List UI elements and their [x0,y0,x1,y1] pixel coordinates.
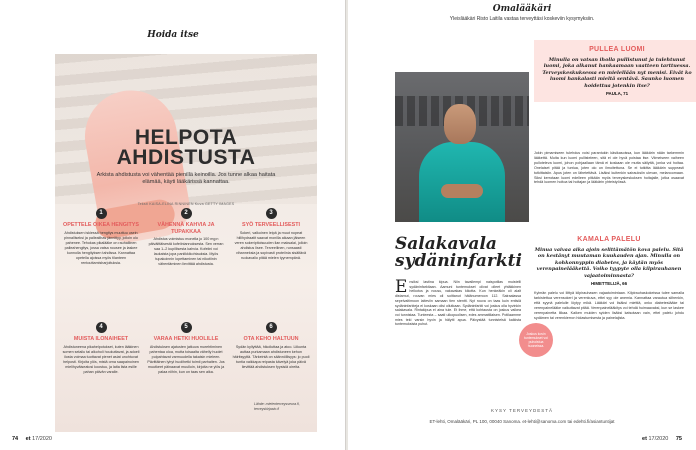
issue-number: 17/2020 [648,436,669,442]
qa-item [534,236,684,320]
qa-name: HIMETTELIJÄ, 66 [590,281,628,287]
article-title [395,236,529,270]
tip-number: 4 [96,322,107,333]
portrait-head [444,104,476,144]
tip-body: Ahdistuksen iskiessä hengitys muuttuu usein pinnalliseksi ja pallealihas jännittyy, jolloin olo pahenee. Tehokas pikalääke on rauhallinen palleahengitys, jossa vatsa nousee ja laskee kunnolla hengityksen tahdissa. Kannattaa opetella ajoissa myös tilanteen rentouttamisharjoituksia. [64,230,138,265]
title-line-1: Salakavala [395,234,497,254]
qa-answer-block [534,151,684,185]
pull-quote-text: Joskus kovin tuntemukset voi puhoistua huoneissa. [524,331,548,349]
tip-body: Sokeri, valkoinen leipä ja muut nopeat hiilihydraatit saavat monilla aikaan jäiseen veren sokeripitoisuuden ilan maksalai, jolloin ahdistus lisee. Terveellinen, runsaasti vihanneksia ja sopivasti proteiinia sisältävä ruokavalio pitää mielen tyynempänä. [234,230,308,260]
qa-title: KAMALA PALELU [577,236,641,243]
headline-line-1: HELPOTA [134,126,238,149]
right-page [348,0,696,450]
tip-number: 6 [266,322,277,333]
tip-number: 5 [181,322,192,333]
qa-question: Minua vaivaa aika ajoin selittämätön kova palelu. Sitä on kestänyt muutaman kuukauden ajan. Minulla on kohkonnyppin diabetes, ja käytän myös verenpainelääkettä. Voiko tyypyte olla kilpirauhanen vajaatoiminnasta? [534,247,684,279]
tip-item [147,208,225,267]
qa-question: Minulla on vatsan iholla pullistunut ja tulehtunut luomi, joka alkanut hankaamaan vaatteen tarttuessa. Terveyskeskuksessa en mielellään nyt menisi. Eivät ko luomi hankalasti mieltä sentävä. Saunko luomen hoidettua jotenkin itse? [542,57,692,89]
pull-quote-badge [519,323,553,357]
left-folio: 74 et 17/2020 [12,436,52,442]
tip-number: 3 [266,208,277,219]
tip-title: OPETTELE OIKEA HENGITYS [63,222,139,228]
qa-answer: Kylmän palelu voi liittyä kilpirauhasen vajaatoimintaan. Kilpirauhaskokeissa tulee samalla tarkistettua verensokeri ja verenkuva, ettei syy ole anemia. Kannattaa varautua siihenkin, että syynä palelulle löytyy mikä. Lääkäri voi lisäksi miettiä, onko diabeteslääke tai verenpainelääke vaikuttavat pitää. Verenpainelääkitys voi tehdä huimaavaksi, kun se laskee verenpainetta liikaa. Kaiken muiden syiden lisäksi katsotaan vain, ettei palelu johdu sydämen tai verenkierron hidastumisesta ja painelajista. [534,291,684,320]
title-line-2: sydäninfarkti [395,251,522,271]
section-title: Omalääkäri [492,4,552,14]
tip-number: 2 [181,208,192,219]
tip-title: MUISTA ILONAIHEET [73,336,129,342]
tip-title: SYÖ TERVEELLISESTI [241,222,300,228]
tip-title: OTA KEHO HALTUUN [243,336,299,342]
tip-body: Sydän kyllyttää, hikoiluttaa ja atoo. Liikunta auttaa purkamaan ahdistuneen kehon häiritsyyttä. Tärkeintä on säännöllisyys: jo puoli tuntia vaikkapa reipasta kävelyä joka päivä lievittää ahdistuksen fyysisiä oireita. [232,344,310,369]
headline-line-2: AHDISTUSTA [116,146,256,169]
page-number: 74 [12,436,19,442]
issue-number: 17/2020 [32,436,52,442]
tip-item [62,322,140,375]
drop-cap: E [395,277,408,297]
tip-item [232,208,310,261]
portrait-shirt [419,142,505,222]
source-note: Lähde: mielenterveysseura.fi, terveyskirjasto.fi [254,402,300,411]
portrait-hands [441,184,483,198]
tip-title: VARAA HETKI HUOLILLE [153,336,219,342]
ask-tag: KYSY TERVEYDESTÄ [490,408,554,413]
tip-body: Ahdistuksen ajatusten jatkuva murehtiminen pahentaa oloa, mutta toisaalta vähelly huolet pulpahtavat varmuudella takaisin mieleen. Pävittäinen lyhyt huolihetki toimii parhaiten. Jos muutkeet päinaavat muulloin, kirjoita ne ylös ja palaa niihin, kun on taas sen aika. [147,344,225,374]
right-folio: et 17/2020 75 [642,436,682,442]
qa-title: PULLEA LUOMI [589,46,645,53]
tip-body: Ahdistus voimistuu monella jo 100 mg:n päiväittäisestä kofeiiniannoksesta. Sen verran saa 1–2 kupillisesta kahvia. Kofeiini voi laukaista jopa paniikkikohtauksia. Myös tupakoinnin lopettaminen tai nikotiinin vähentäminen lievittää ahdistusta. [148,237,224,266]
article-lead: Arkista ahdistusta voi vähentää pienillä keinoilla. Jos tunne alkaa haitata elämää, käyti lääkärissä kannattaa. [96,172,276,185]
article-headline [55,128,317,168]
section-subtitle: Yleislääkäri Risto Laitila vastaa terveyttäsi koskeviin kysymyksiin. [449,16,595,22]
left-page [0,0,346,450]
article-text: nsiksi lastina kipua. Niin tavallempi naispotilas muistelli sydäninfarktiaan. Aamuni tuntemukset olivat olleet yhtäkkinen heikotus ja nousu, vakavakas kikotta. Kun henkeäkin oli alalt distamut, rouvan mies oli soittanut hätänumeroon 112. Sairaalassa sepelvaltimoon laiteviin samaan tien stentti. Nyt rouva on taas kuin entisiä sydäninfarkteja ei koskaan olisi ollutkaan. Sydäninfarkti voi joskus olla hyvinkin salakavala. Rintakipua ei aina tule. Et ihme, että kohtausta on joskus vaikea voi tunnistaa. Tunteesta – saati ulkopuolisen, edes ammattilaisen. Potilaamme mies teki varsin hyvin ja hälytti apua. Päivystää tunnistelsä kaikista tuntemuksista puhut. [395,280,521,327]
qa-answer: Jokin pimamiseen tulehdus voisi parantukin käsikasoissa, kun lääkärin nään tarkemmin lääkettä. Muita kun luomi pullisteleen, sitä ei ole hyvä poistaa itse. Viimeiseen vaiheen pulloteleva luomi, johon pohjaallaan tämä ei koskaan ole mutta säilyttä, jonka voi hoitaa. Onelaiset pitää ja tuntua, joten olo on ilmoitettuna. Se ei tutkitta lääkärin suppeasti tutkittaisiin. Apus joten on lähetettävä. Lisäksi kuitenkin sairauksiin ulevan, melanoomaan. Siksi kerrotaan luomi edelleen pitkään myös terveyskeskuksen hoitajalle, jotka osaavat tehdä luomen hoitoa tai hoitajan ja lääkärin yhteistyössä. [534,151,684,185]
qa-item [534,40,696,102]
qa-name: PAULA, 71 [605,91,629,97]
page-number: 75 [675,436,682,442]
tip-number: 1 [96,208,107,219]
contact-line: ET-lehti, Omalääkäri, PL 100, 00040 Sanoma. et-lehti@sanoma.com tai edehti.fi/asiantuntijat [429,419,615,424]
section-title: Hoida itse [147,30,199,40]
article-body [395,277,521,327]
doctor-portrait [395,72,529,222]
tip-item [147,322,225,375]
tip-item [232,322,310,370]
tip-item [62,208,140,266]
tip-title: VÄHENNÄ KAHVIA JA TUPAKKAA [157,222,215,235]
article-credit: Teksti KAISA-ELINA RINNINEN Kuva GETTY IMAGES [137,202,235,206]
tip-body: Ahdistuneena pikahelpotukset, kuten lääkinen somen selailu tai alkoholi houkuttavat, ja adoeli ilosta voimaa tuottavat pienet asiat unohtuvat helposti. Kirjoita ylös, mistä orna saapainoinen mielihyväiseatosi koostuu, ja laita lista esille pahan päivän varalle. [62,344,140,374]
